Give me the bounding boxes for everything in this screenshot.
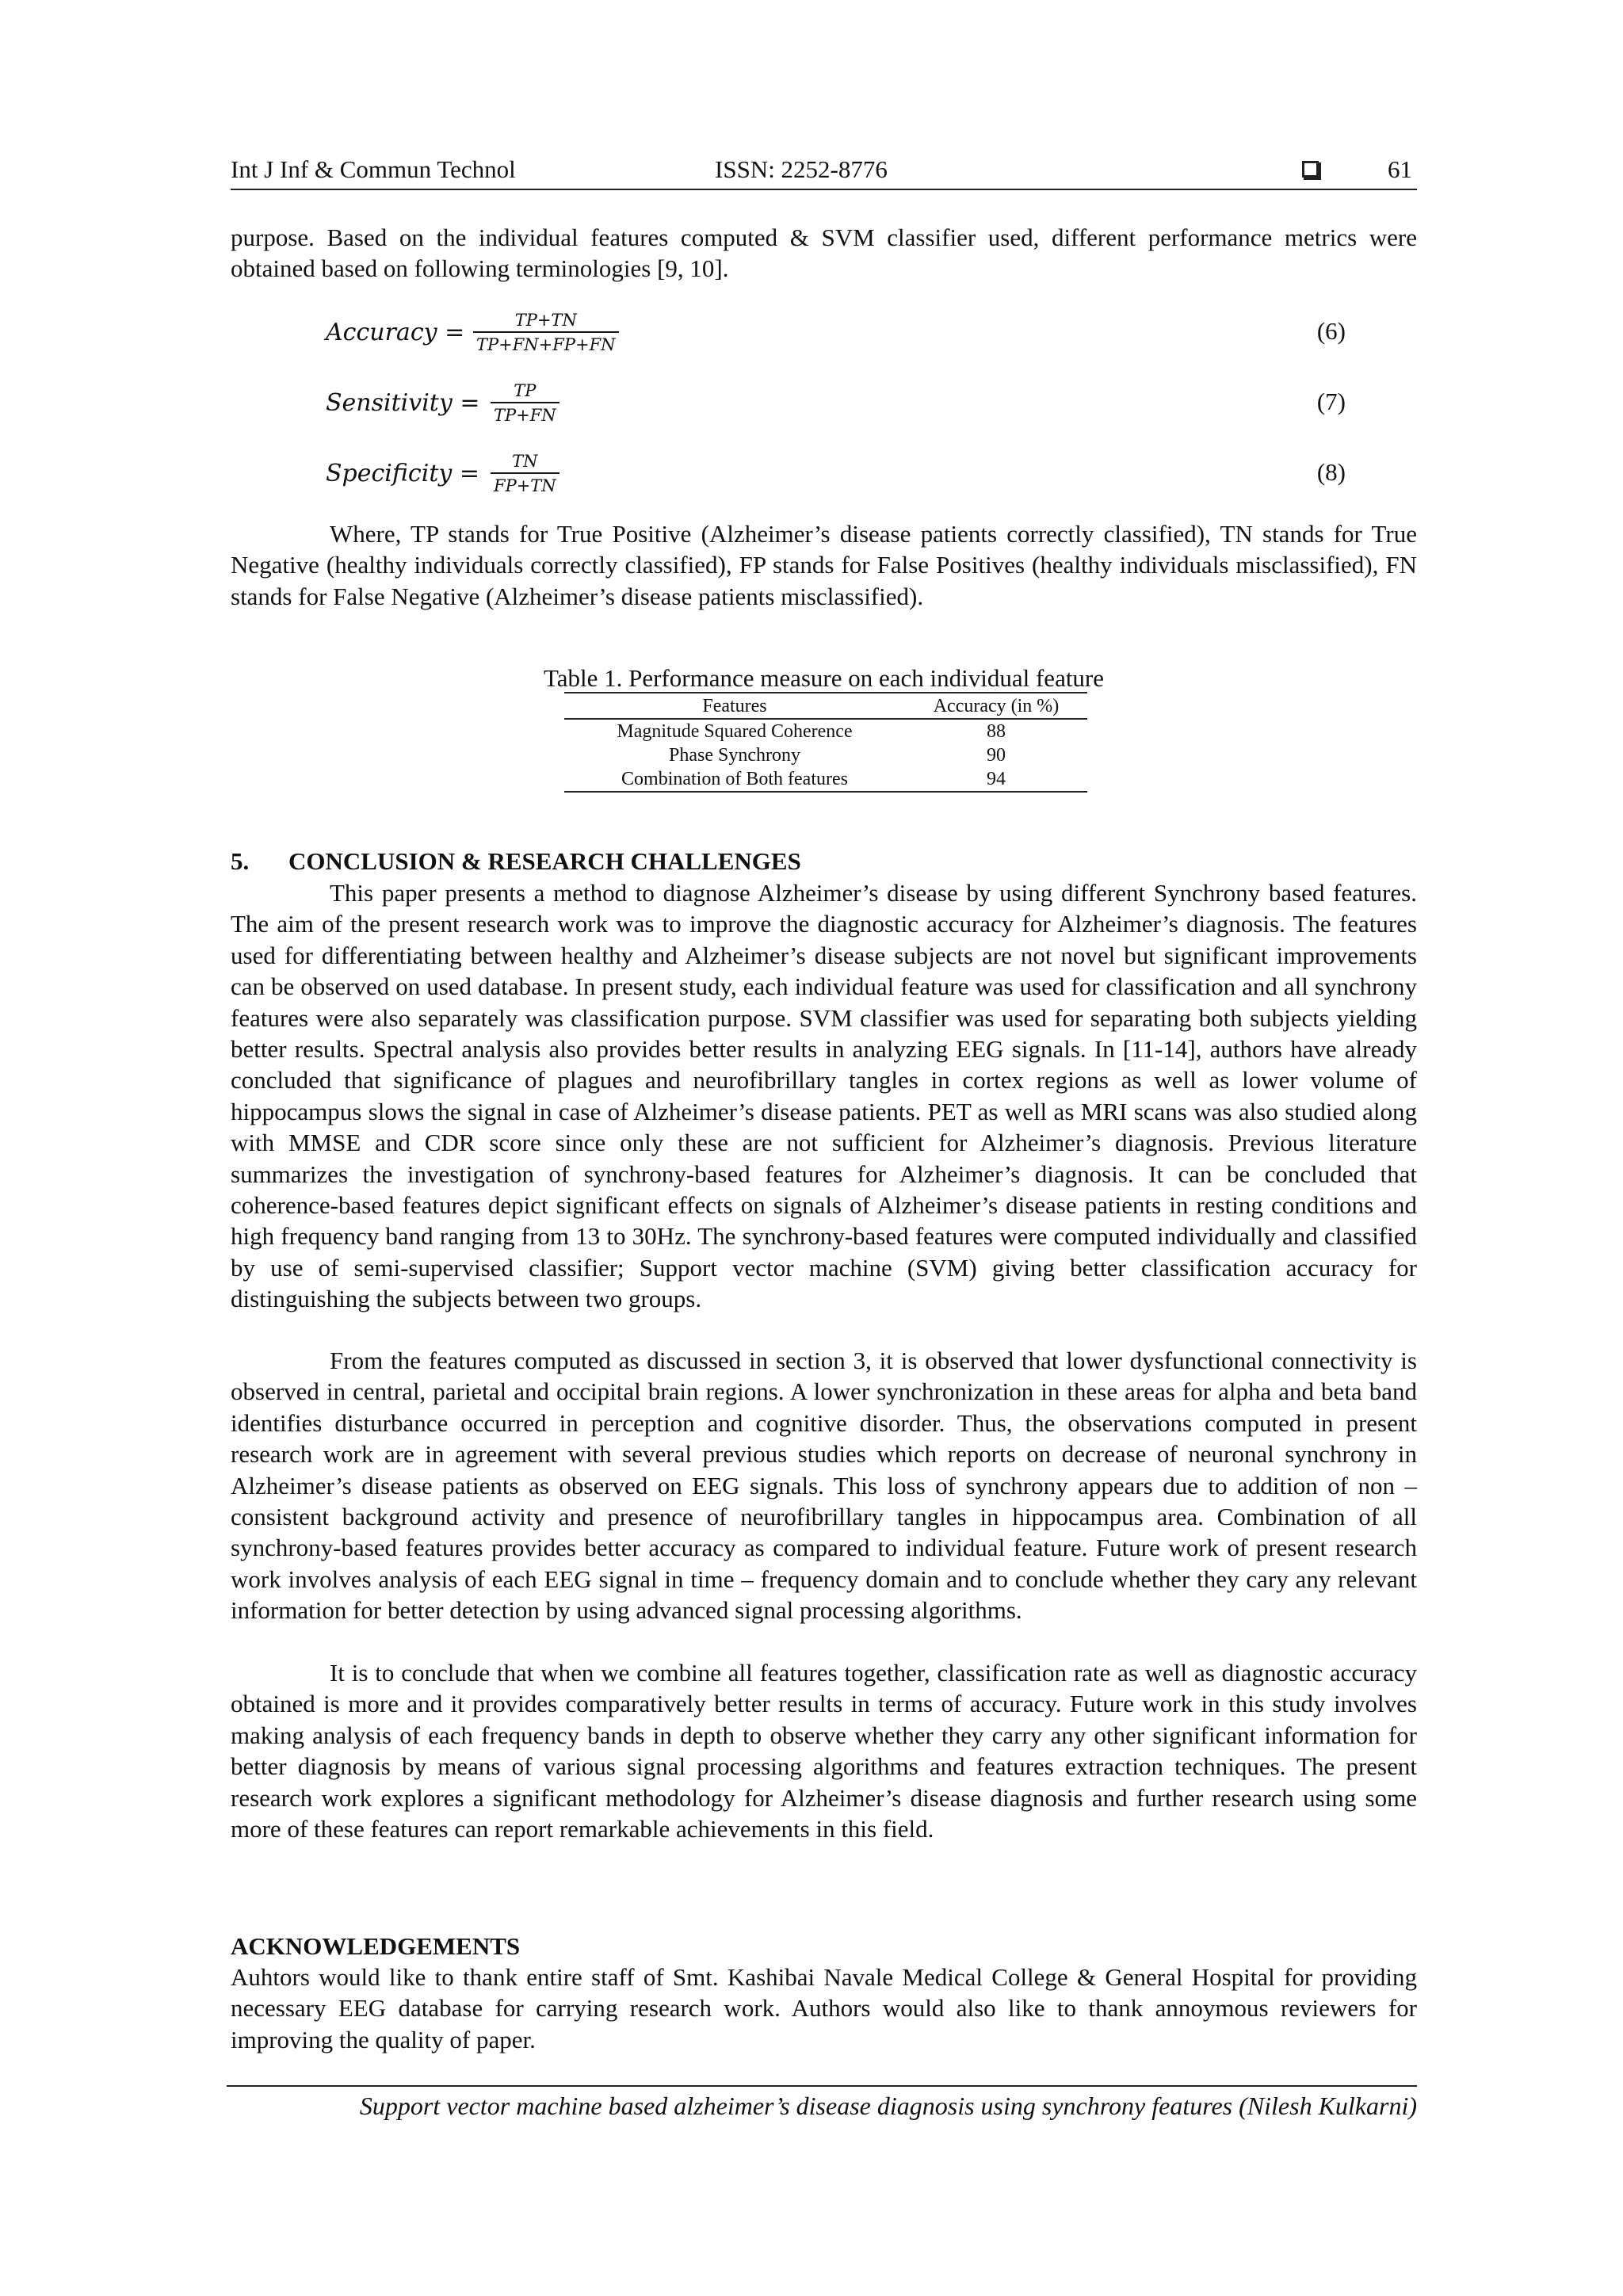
equation-specificity	[326, 450, 1417, 498]
footer-rule	[227, 2085, 1417, 2087]
column-header: Accuracy (in %)	[905, 694, 1087, 719]
equation-fraction	[491, 450, 559, 498]
table-cell: 88	[987, 721, 1006, 742]
equation-lhs: Specificity =	[326, 460, 479, 487]
conclusion-paragraph-2: From the features computed as discussed in section 3, it is observed that lower dysfunctional connectivity is observed in central, parietal and occipital brain regions. A lower synchronization in these areas for alpha and beta band identifies disturbance occurred in perception and cognitive disorder. Thus, the observations computed in present research work are in agreement with several previous studies which reports on decrease of neuronal synchrony in Alzheimer’s disease patients as observed on EEG signals. This loss of synchrony appears due to addition of non – consistent background activity and presence of neurofibrillary tangles in hippocampus area. Combination of all synchrony-based features provides better accuracy as compared to individual feature. Future work of present research work involves analysis of each EEG signal in time – frequency domain and to conclude whether they cary any relevant information for better detection by using advanced signal processing algorithms.	[231, 1347, 1417, 1625]
intro-paragraph: purpose. Based on the individual features computed & SVM classifier used, different performance metrics were obtained based on following terminologies [9, 10].	[231, 223, 1417, 283]
equation-accuracy	[326, 309, 1417, 357]
section-heading	[231, 846, 801, 877]
equation-fraction	[491, 380, 559, 427]
table-cell: Combination of Both features	[564, 767, 905, 792]
equation-fraction	[473, 309, 619, 357]
section-title: CONCLUSION & RESEARCH CHALLENGES	[288, 847, 801, 875]
equation-number: (8)	[1316, 458, 1346, 486]
conclusion-paragraph-1: This paper presents a method to diagnose Alzheimer’s disease by using different Synchrony based features. The aim of the present research work was to improve the diagnostic accuracy for Alzheimer’s diagnosis. The features used for differentiating between healthy and Alzheimer’s disease subjects are not novel but significant improvements can be observed on used database. In present study, each individual feature was used for classification and all synchrony features were also separately was classification purpose. SVM classifier was used for separating both subjects yielding better results. Spectral analysis also provides better results in analyzing EEG signals. In [11-14], authors have already concluded that significance of plagues and neurofibrillary tangles in cortex regions as well as lower volume of hippocampus slows the signal in case of Alzheimer’s disease patients. PET as well as MRI scans was also studied along with MMSE and CDR score since only these are not sufficient for Alzheimer’s diagnosis. Previous literature summarizes the investigation of synchrony-based features for Alzheimer’s diagnosis. It can be concluded that coherence-based features depict significant effects on signals of Alzheimer’s disease patients in resting conditions and high frequency band ranging from 13 to 30Hz. The synchrony-based features were computed individually and classified by use of semi-supervised classifier; Support vector machine (SVM) giving better classification accuracy for distinguishing the subjects between two groups.	[231, 879, 1417, 1313]
table-header-row	[564, 694, 1087, 719]
equation-lhs: Accuracy =	[326, 319, 465, 346]
table-cell: Magnitude Squared Coherence	[617, 721, 853, 742]
equation-denominator: TP+FN+FP+FN	[476, 335, 616, 354]
acknowledgements-heading: ACKNOWLEDGEMENTS	[231, 1932, 521, 1960]
issn: ISSN: 2252-8776	[715, 155, 888, 183]
running-footer: Support vector machine based alzheimer’s disease diagnosis using synchrony features (Nilesh Kulkarni)	[359, 2092, 1417, 2120]
conclusion-paragraph-3: It is to conclude that when we combine all features together, classification rate as well as diagnostic accuracy obtained is more and it provides comparatively better results in terms of accuracy. Future work in this study involves making analysis of each frequency bands in depth to observe whether they carry any other significant information for better diagnosis by means of various signal processing algorithms and features extraction techniques. The present research work explores a significant methodology for Alzheimer’s disease diagnosis and further research using some more of these features can report remarkable achievements in this field.	[231, 1659, 1417, 1843]
acknowledgements-paragraph: Auhtors would like to thank entire staff of Smt. Kashibai Navale Medical College & General Hospital for providing necessary EEG database for carrying research work. Authors would also like to thank annoymous reviewers for improving the quality of paper.	[231, 1963, 1417, 2053]
table-cell: Phase Synchrony	[669, 745, 800, 766]
table-cell: 90	[987, 745, 1006, 766]
equation-number: (6)	[1316, 317, 1346, 345]
journal-name: Int J Inf & Commun Technol	[231, 155, 516, 183]
equation-lhs: Sensitivity =	[326, 389, 480, 417]
equation-numerator: TP	[491, 380, 559, 403]
table-cell: 94	[905, 767, 1087, 792]
table-row	[564, 767, 1087, 792]
page-number: 61	[1388, 155, 1412, 183]
performance-table	[564, 694, 1087, 793]
definitions-paragraph: Where, TP stands for True Positive (Alzheimer’s disease patients correctly classified), TN stands for True Negative (healthy individuals correctly classified), FP stands for False Positives (healthy individuals misclassified), FN stands for False Negative (Alzheimer’s disease patients misclassified).	[231, 520, 1417, 610]
table-top-rule	[564, 692, 1087, 693]
equation-numerator: TN	[491, 450, 559, 474]
equation-denominator: TP+FN	[494, 406, 556, 425]
checkbox-square-icon	[1302, 161, 1319, 178]
table-row	[564, 719, 1087, 743]
table-caption: Table 1. Performance measure on each individual feature	[543, 664, 1105, 692]
column-header: Features	[564, 694, 905, 719]
section-number: 5.	[231, 847, 250, 875]
equation-numerator: TP+TN	[473, 309, 619, 333]
equation-sensitivity	[326, 380, 1417, 427]
table-row	[564, 743, 1087, 767]
equation-denominator: FP+TN	[494, 476, 556, 495]
running-header	[231, 154, 1417, 190]
equation-number: (7)	[1316, 388, 1346, 415]
